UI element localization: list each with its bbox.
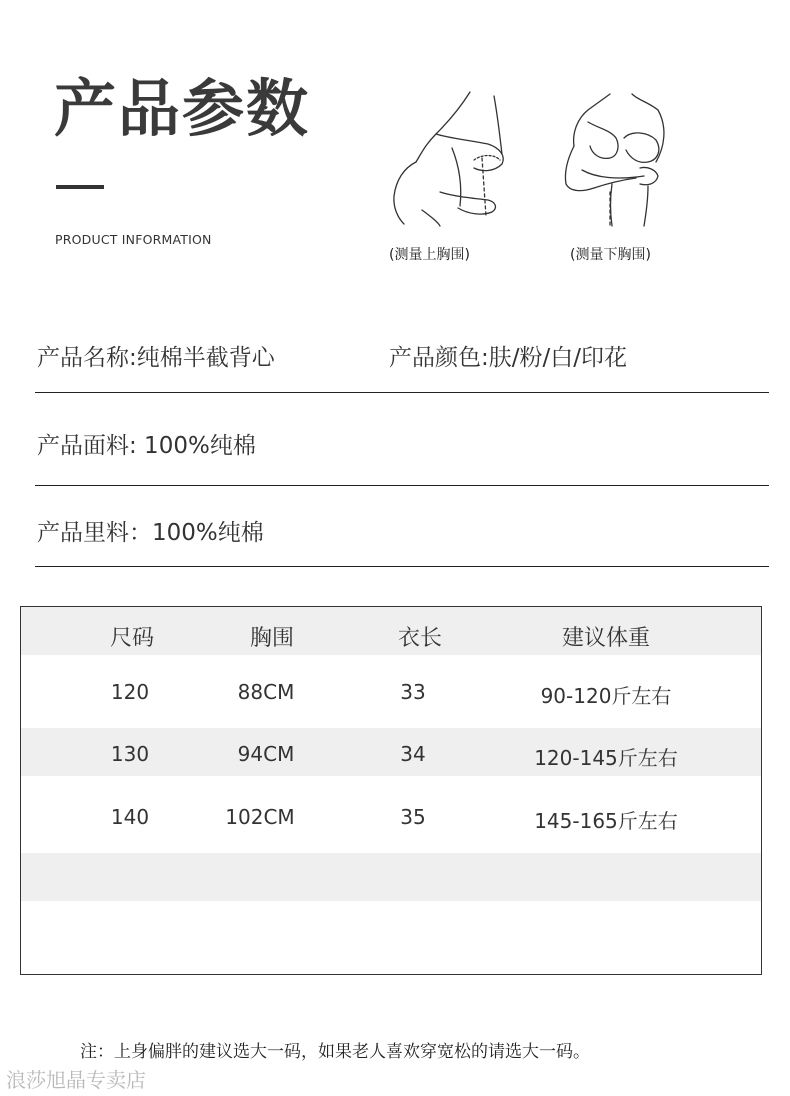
- caption-lower-bust: (测量下胸围): [570, 247, 651, 263]
- table-cell: 90-120斤左右: [540, 684, 672, 708]
- caption-upper-bust: (测量上胸围): [389, 247, 470, 263]
- divider-3: [35, 566, 769, 567]
- table-cell: 33: [400, 680, 426, 704]
- table-cell: 120: [110, 680, 150, 704]
- product-lining: 产品里料：100%纯棉: [37, 520, 264, 546]
- header-length: 衣长: [397, 626, 443, 651]
- table-cell: 88CM: [237, 680, 295, 704]
- measure-upper-bust-icon: [382, 88, 522, 228]
- table-cell: 145-165斤左右: [534, 809, 678, 833]
- table-cell: 140: [110, 805, 150, 829]
- measure-lower-bust-icon: [552, 88, 692, 228]
- shop-watermark: 浪莎旭晶专卖店: [6, 1068, 146, 1092]
- product-fabric: 产品面料: 100%纯棉: [37, 433, 256, 459]
- divider-1: [35, 392, 769, 393]
- title-divider: [56, 185, 104, 189]
- table-cell: 35: [400, 805, 426, 829]
- table-cell: 94CM: [237, 742, 295, 766]
- header-bust: 胸围: [249, 626, 295, 651]
- table-cell: 34: [400, 742, 426, 766]
- page-title: 产品参数: [54, 72, 311, 145]
- header-size: 尺码: [109, 626, 155, 651]
- header-weight: 建议体重: [561, 626, 651, 651]
- page-subtitle: PRODUCT INFORMATION: [55, 232, 212, 247]
- size-table: [20, 606, 762, 975]
- product-name: 产品名称:纯棉半截背心: [37, 345, 275, 371]
- table-cell: 130: [110, 742, 150, 766]
- divider-2: [35, 485, 769, 486]
- size-note: 注：上身偏胖的建议选大一码，如果老人喜欢穿宽松的请选大一码。: [80, 1042, 590, 1062]
- table-cell: 102CM: [225, 805, 295, 829]
- table-cell: 120-145斤左右: [534, 746, 678, 770]
- product-color: 产品颜色:肤/粉/白/印花: [389, 345, 627, 371]
